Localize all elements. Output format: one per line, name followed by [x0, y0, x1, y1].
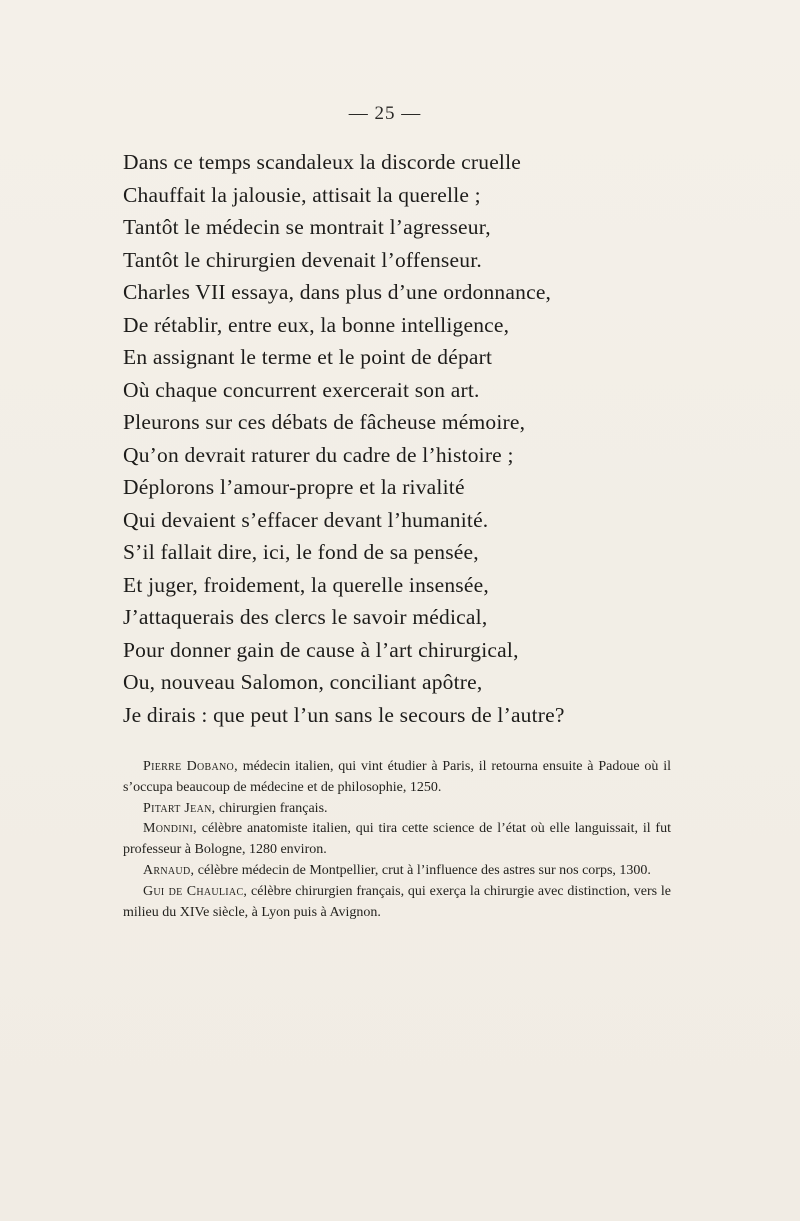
footnote-text: célèbre médecin de Montpellier, crut à l’influence des astres sur nos corps, 1300. [194, 862, 651, 878]
footnote-text: chirurgien français. [215, 800, 328, 816]
verse-line: Je dirais : que peut l’un sans le secours de l’autre? [123, 702, 565, 727]
verse-line: S’il fallait dire, ici, le fond de sa pensée, [123, 540, 479, 564]
verse-line: Qui devaient s’effacer devant l’humanité. [123, 507, 489, 532]
footnote [123, 861, 671, 882]
verse-line: Pleurons sur ces débats de fâcheuse mémoire, [123, 410, 526, 434]
verse-line: Tantôt le chirurgien devenait l’offenseur. [123, 247, 482, 272]
footnote [123, 882, 671, 924]
footnote-text: célèbre anatomiste italien, qui tira cette science de l’état où elle languissait, il fut professeur à Bologne, 1280 environ. [123, 821, 671, 858]
verse-line: De rétablir, entre eux, la bonne intelligence, [123, 312, 510, 337]
verse-line: Déplorons l’amour-propre et la rivalité [123, 475, 465, 499]
footnote-name: Mondini, [143, 821, 197, 837]
verse-line: Pour donner gain de cause à l’art chirurgical, [123, 637, 519, 662]
verse-line: Où chaque concurrent exercerait son art. [123, 377, 480, 402]
footnote-name: Pitart Jean, [143, 800, 216, 816]
footnote-text: médecin italien, qui vint étudier à Paris, il retourna ensuite à Padoue où il s’occupa beaucoup de médecine et de philosophie, 1250. [123, 759, 671, 795]
page-number: — 25 — [348, 103, 422, 124]
verse-line: Dans ce temps scandaleux la discorde cruelle [123, 150, 522, 174]
footnote-name: Gui de Chauliac, [143, 883, 248, 899]
verse-line: J’attaquerais des clercs le savoir médical, [123, 605, 488, 629]
footnotes [123, 757, 671, 923]
verse-line: Qu’on devrait raturer du cadre de l’histoire ; [123, 442, 514, 467]
footnote-name: Arnaud, [143, 862, 195, 878]
footnote [123, 757, 671, 799]
verse-line: En assignant le terme et le point de départ [123, 345, 493, 369]
footnote [123, 819, 671, 861]
footnote-text: célèbre chirurgien français, qui exerça la chirurgie avec distinction, vers le milieu du XIVe siècle, à Lyon puis à Avignon. [123, 883, 671, 920]
verse-line: Et juger, froidement, la querelle insensée, [123, 572, 489, 597]
verse-line: Ou, nouveau Salomon, conciliant apôtre, [123, 670, 483, 694]
footnote [123, 799, 671, 820]
verse-line: Tantôt le médecin se montrait l’agresseur, [123, 215, 491, 239]
footnote-name: Pierre Dobano, [143, 759, 238, 774]
verse-line: Charles VII essaya, dans plus d’une ordonnance, [123, 280, 552, 304]
poem [123, 146, 683, 731]
verse-line: Chauffait la jalousie, attisait la querelle ; [123, 182, 481, 207]
